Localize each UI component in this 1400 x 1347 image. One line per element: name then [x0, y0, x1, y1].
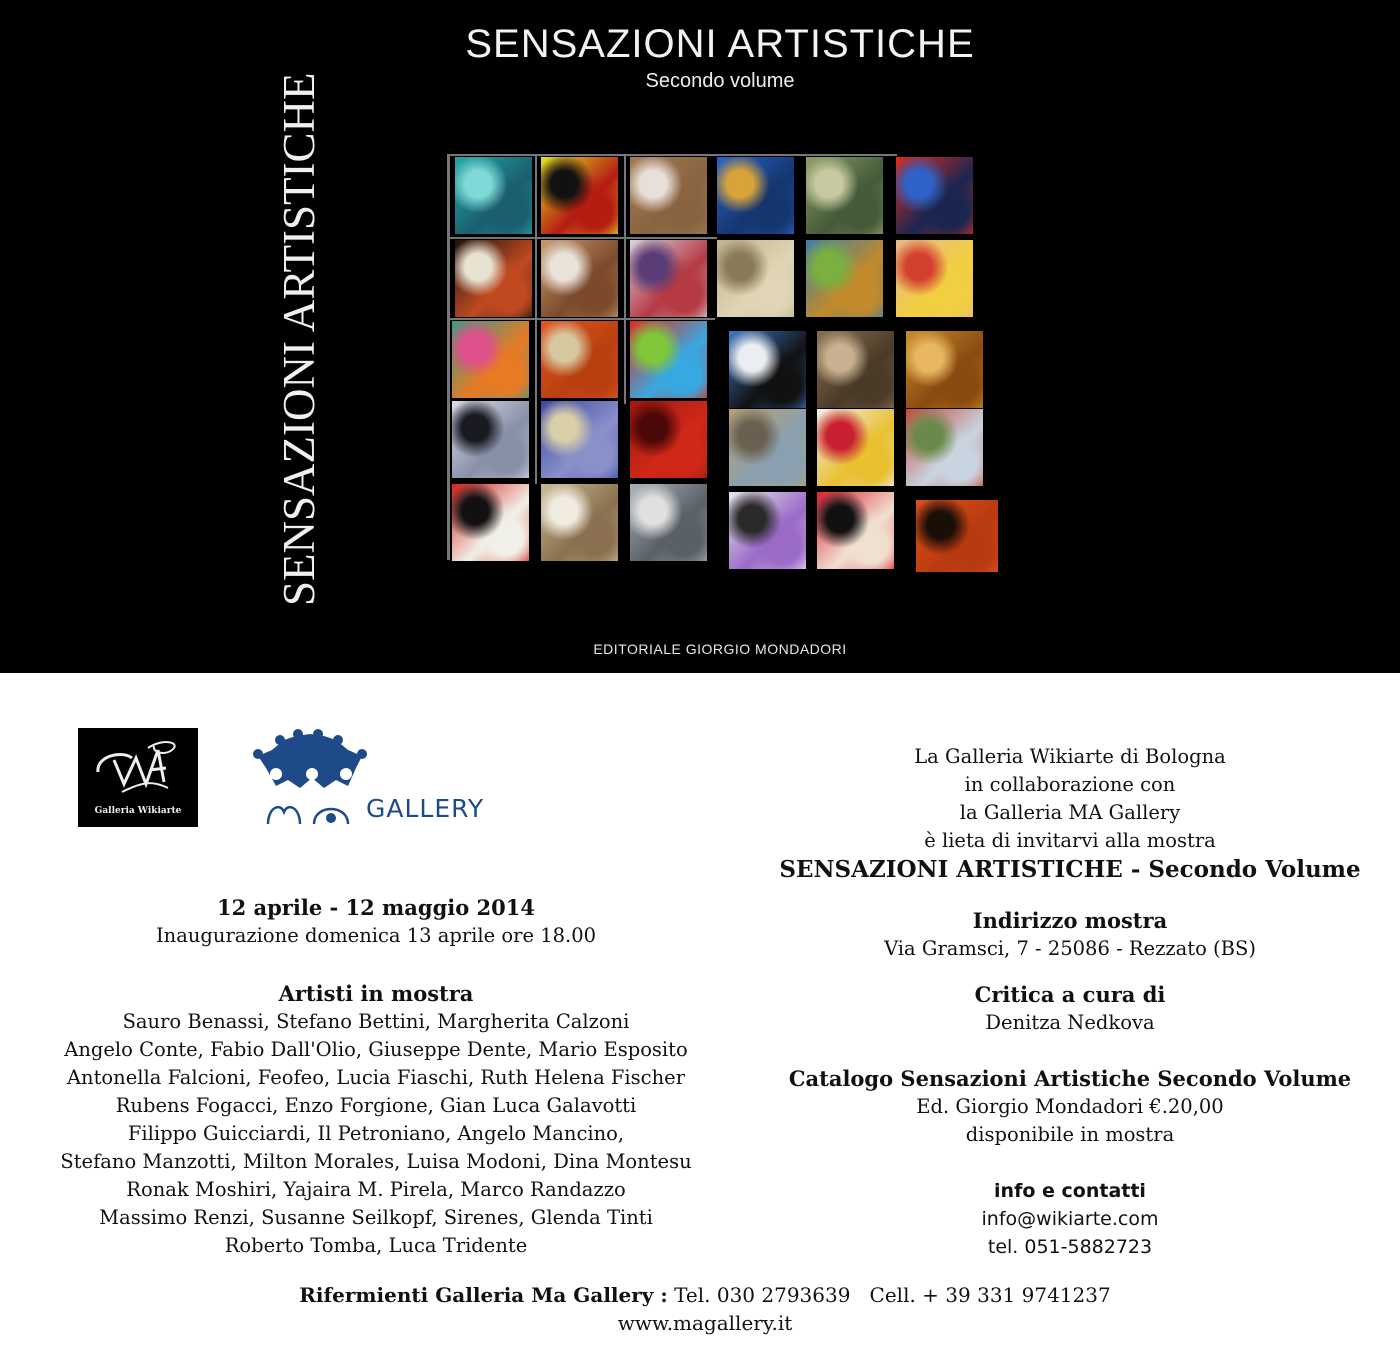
wikiarte-logo-label: Galleria Wikiarte	[94, 806, 182, 816]
artwork-planet-sky	[729, 331, 806, 408]
frame-line	[447, 154, 897, 156]
address-text: Via Gramsci, 7 - 25086 - Rezzato (BS)	[884, 937, 1256, 960]
contacts-block	[750, 1177, 1390, 1261]
ma-mark-icon	[266, 798, 356, 826]
show-title: SENSAZIONI ARTISTICHE - Secondo Volume	[779, 856, 1361, 883]
artwork-red-figure-line	[817, 492, 894, 569]
artwork-dark-red-texture	[630, 401, 707, 478]
artists-heading: Artisti in mostra	[278, 981, 474, 1006]
artists-line: Roberto Tomba, Luca Tridente	[224, 1234, 528, 1257]
frame-line	[447, 154, 450, 560]
artists-line: Rubens Fogacci, Enzo Forgione, Gian Luca Galavotti	[115, 1094, 637, 1117]
cover-publisher: EDITORIALE GIORGIO MONDADORI	[593, 641, 847, 657]
artists-line: Massimo Renzi, Susanne Seilkopf, Sirenes, Glenda Tinti	[99, 1206, 653, 1229]
invitation-block	[750, 743, 1390, 885]
gallery-tel: Tel. 030 2793639	[674, 1283, 851, 1307]
artwork-grid-flowers	[455, 240, 532, 317]
critic-block	[750, 981, 1390, 1037]
cover-image	[0, 0, 1400, 673]
artists-line: Angelo Conte, Fabio Dall'Olio, Giuseppe Dente, Mario Esposito	[64, 1038, 688, 1061]
intro-line: La Galleria Wikiarte di Bologna	[914, 745, 1226, 768]
address-heading: Indirizzo mostra	[972, 908, 1168, 933]
artists-line: Filippo Guicciardi, Il Petroniano, Angelo Mancino,	[127, 1122, 625, 1145]
intro-line: è lieta di invitarvi alla mostra	[924, 829, 1216, 852]
artwork-blue-green-storm	[806, 240, 883, 317]
intro-line: in collaborazione con	[964, 773, 1176, 796]
catalog-publisher: Ed. Giorgio Mondadori €.20,00	[916, 1095, 1224, 1118]
contact-email[interactable]: info@wikiarte.com	[981, 1208, 1159, 1230]
artwork-collage-window	[717, 240, 794, 317]
crown-icon	[252, 728, 372, 794]
gallery-website[interactable]: www.magallery.it	[617, 1311, 793, 1335]
artists-line: Antonella Falcioni, Feofeo, Lucia Fiaschi, Ruth Helena Fischer	[66, 1066, 686, 1089]
wikiarte-logo	[78, 728, 198, 827]
cover-title: SENSAZIONI ARTISTICHE	[465, 22, 975, 66]
artists-line: Sauro Benassi, Stefano Bettini, Margherita Calzoni	[122, 1010, 630, 1033]
artwork-blue-embrace-red	[896, 157, 973, 234]
frame-line	[447, 318, 715, 320]
intro-line: la Galleria MA Gallery	[959, 801, 1181, 824]
artists-block	[36, 980, 716, 1260]
cover-spine-text: SENSAZIONI ARTISTICHE	[274, 72, 324, 606]
artists-line: Ronak Moshiri, Yajaira M. Pirela, Marco Randazzo	[126, 1178, 626, 1201]
artwork-tan-white-figure	[630, 157, 707, 234]
artwork-girl-green-eyes	[729, 492, 806, 569]
artwork-sleeping-figure-flowers	[541, 484, 618, 561]
address-block	[750, 907, 1390, 963]
artwork-red-black-abstract	[452, 484, 529, 561]
cover-subtitle: Secondo volume	[645, 70, 795, 92]
wikiarte-monogram-icon	[92, 736, 184, 798]
ma-gallery-logo-label: GALLERY	[366, 794, 485, 823]
contacts-heading: info e contatti	[994, 1180, 1146, 1202]
artwork-white-purple-abstract	[630, 240, 707, 317]
frame-line	[624, 154, 626, 404]
artwork-poppy-field	[906, 409, 983, 486]
artwork-orange-scaffold	[541, 321, 618, 398]
references-label: Rifermienti Galleria Ma Gallery :	[299, 1283, 668, 1307]
exhibition-dates: 12 aprile - 12 maggio 2014	[216, 895, 535, 920]
gallery-references	[0, 1281, 1400, 1309]
frame-line	[447, 237, 717, 239]
artwork-green-abstract-figures	[806, 157, 883, 234]
catalog-heading: Catalogo Sensazioni Artistiche Secondo Volume	[788, 1066, 1352, 1091]
artwork-turquoise-waves	[455, 157, 532, 234]
gallery-cell: Cell. + 39 331 9741237	[869, 1283, 1111, 1307]
catalog-availability: disponibile in mostra	[965, 1123, 1175, 1146]
artwork-blue-lake-landscape	[717, 157, 794, 234]
catalog-block	[750, 1065, 1390, 1149]
artwork-green-tv-red	[630, 321, 707, 398]
critic-name: Denitza Nedkova	[985, 1011, 1155, 1034]
critic-heading: Critica a cura di	[974, 982, 1166, 1007]
artists-line: Stefano Manzotti, Milton Morales, Luisa Modoni, Dina Montesu	[60, 1150, 692, 1173]
frame-line	[535, 154, 537, 484]
artwork-tiger-stripes	[916, 500, 998, 572]
artwork-crumpled-gold	[729, 409, 806, 486]
artwork-woman-rainbow	[896, 240, 973, 317]
artwork-grey-clouds	[630, 484, 707, 561]
ma-gallery-logo	[252, 728, 502, 828]
artwork-pink-orchid	[452, 321, 529, 398]
contact-phone: tel. 051-5882723	[987, 1236, 1153, 1258]
artwork-old-man-cigar	[541, 240, 618, 317]
artwork-blue-mosaic	[541, 401, 618, 478]
footer	[0, 1281, 1400, 1337]
artwork-red-flowers-white	[817, 409, 894, 486]
exhibition-dates-block	[36, 894, 716, 950]
artwork-golden-swirls	[906, 331, 983, 408]
artwork-artist-studio	[817, 331, 894, 408]
artwork-yellow-black-red-splash	[541, 157, 618, 234]
artwork-white-rose	[452, 401, 529, 478]
opening-info: Inaugurazione domenica 13 aprile ore 18.00	[155, 924, 597, 947]
